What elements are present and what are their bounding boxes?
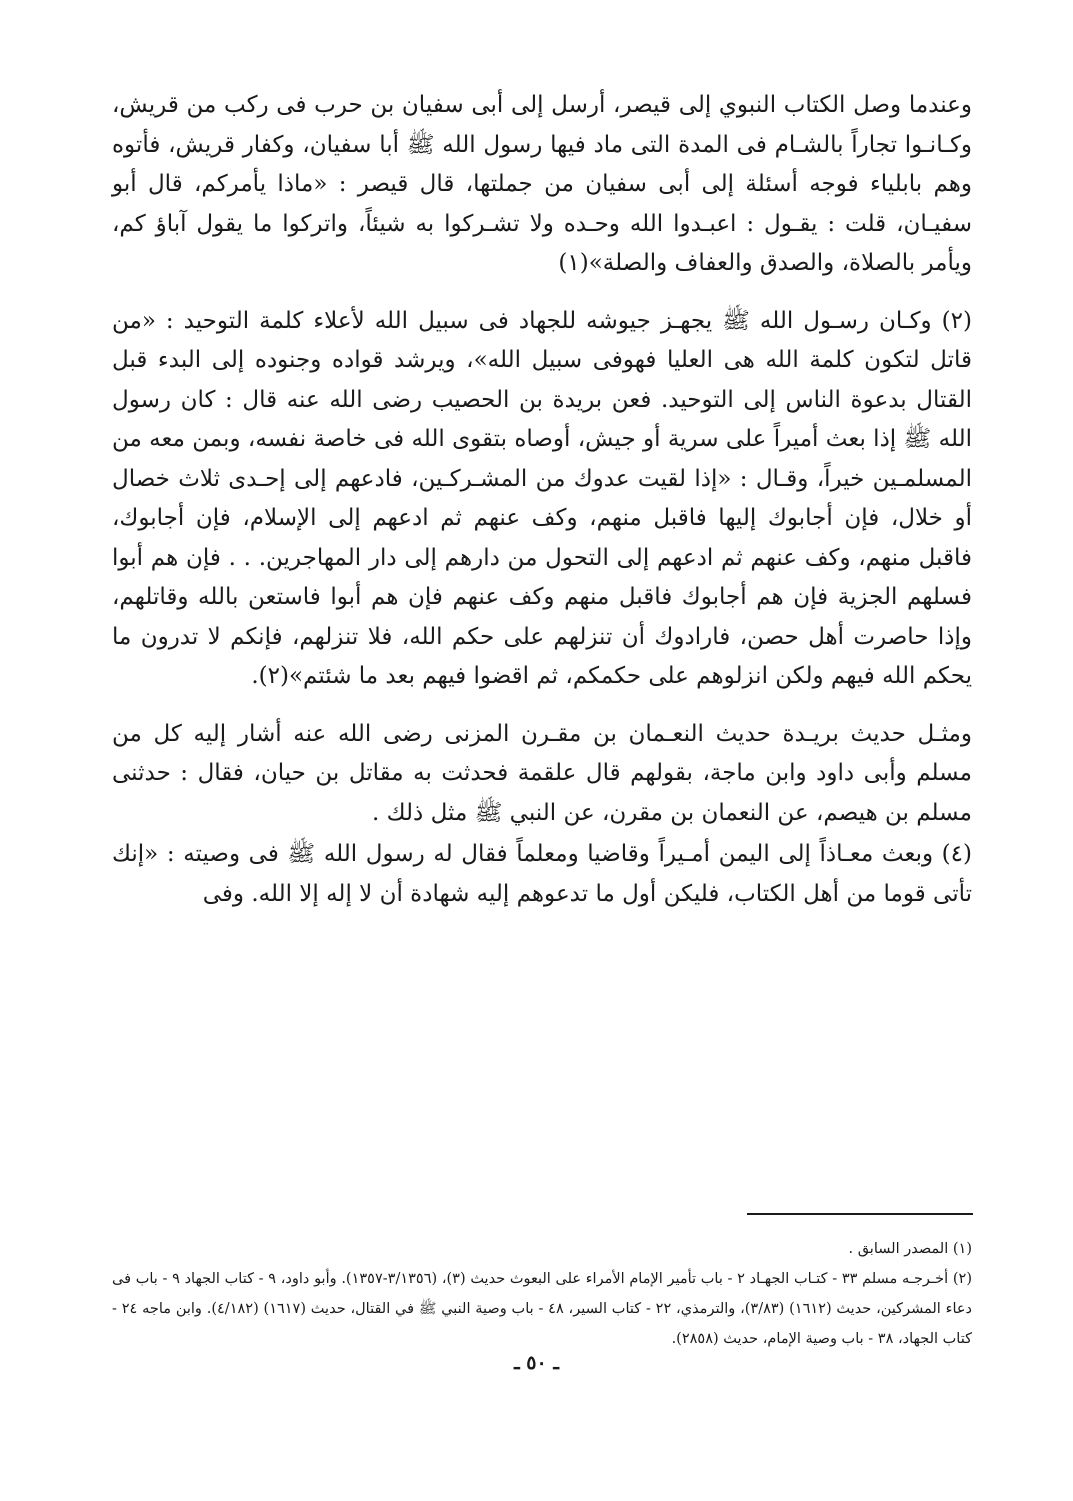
paragraph-1: وعندما وصل الكتاب النبوي إلى قيصر، أرسل إلى أبى سفيان بن حرب فى ركب من قريش، وكـانـوا تجاراً بالشـام فى المدة التى ماد فيها رسول الله ﷺ أبا سفيان، وكفار قريش، فأتوه وهم بابلياء فوجه أسئلة إلى أبى سفيان من جملتها، قال قيصر : «ماذا يأمركم، قال أبو سفيـان، قلت : يقـول : اعبـدوا الله وحـده ولا تشـركوا به شيئاً، واتركوا ما يقول آباؤ كم، ويأمر بالصلاة، والصدق والعفاف والصلة»(١) (112, 92, 972, 276)
paragraph-3: ومثـل حديث بريـدة حديث النعـمان بن مقـرن المزنى رضى الله عنه أشار إليه كل من مسلم وأبى داود وابن ماجة، بقولهم قال علقمة فحدثت به مقاتل بن حيان، فقال : حدثنى مسلم بن هيصم، عن النعمان بن مقرن، عن النبي ﷺ مثل ذلك . (112, 720, 972, 826)
footnote-1: (١) المصدر السابق . (848, 1241, 972, 1257)
paragraph-4: (٤) وبعث معـاذاً إلى اليمن أمـيراً وقاضيا ومعلماً فقال له رسول الله ﷺ فى وصيته : «إنك تأتى قوما من أهل الكتاب، فليكن أول ما تدعوهم إليه شهادة أن لا إله إلا الله. وفى (112, 841, 972, 907)
footnote-2: (٢) أخـرجـه مسلم ٣٣ - كتـاب الجهـاد ٢ - باب تأمير الإمام الأمراء على البعوث حديث (٣)، (٣/١٣٥٦-١٣٥٧). وأبو داود، ٩ - كتاب الجهاد ٩ - باب فى دعاء المشركين، حديث (١٦١٢) (٣/٨٣)، والترمذي، ٢٢ - كتاب السير، ٤٨ - باب وصية النبي ﷺ في القتال، حديث (١٦١٧) (٤/١٨٢). وابن ماجه ٢٤ - كتاب الجهاد، ٣٨ - باب وصية الإمام، حديث (٢٨٥٨). (112, 1271, 972, 1347)
page-number: ـ ٥٠ ـ (514, 1352, 559, 1374)
footnote-divider (747, 1213, 973, 1215)
footnotes (112, 1234, 972, 1354)
paragraph-2: (٢) وكـان رسـول الله ﷺ يجهـز جيوشه للجهاد فى سبيل الله لأعلاء كلمة التوحيد : «من قاتل لتكون كلمة الله هى العليا فهوفى سبيل الله»، ويرشد قواده وجنوده إلى البدء قبل القتال بدعوة الناس إلى التوحيد. فعن بريدة بن الحصيب رضى الله عنه قال : كان رسول الله ﷺ إذا بعث أميراً على سرية أو جيش، أوصاه بتقوى الله فى خاصة نفسه، وبمن معه من المسلمـين خيراً، وقـال : «إذا لقيت عدوك من المشـركـين، فادعهم إلى إحـدى ثلاث خصال أو خلال، فإن أجابوك إليها فاقبل منهم، وكف عنهم ثم ادعهم إلى الإسلام، فإن أجابوك، فاقبل منهم، وكف عنهم ثم ادعهم إلى التحول من دارهم إلى دار المهاجرين. . . فإن هم أبوا فسلهم الجزية فإن هم أجابوك فاقبل منهم وكف عنهم فإن هم أبوا فاستعن بالله وقاتلهم، وإذا حاصرت أهل حصن، فارادوك أن تنزلهم على حكم الله، فلا تنزلهم، فإنكم لا تدرون ما يحكم الله فيهم ولكن انزلوهم على حكمكم، ثم اقضوا فيهم بعد ما شئتم»(٢). (112, 307, 972, 689)
main-text (112, 86, 972, 914)
